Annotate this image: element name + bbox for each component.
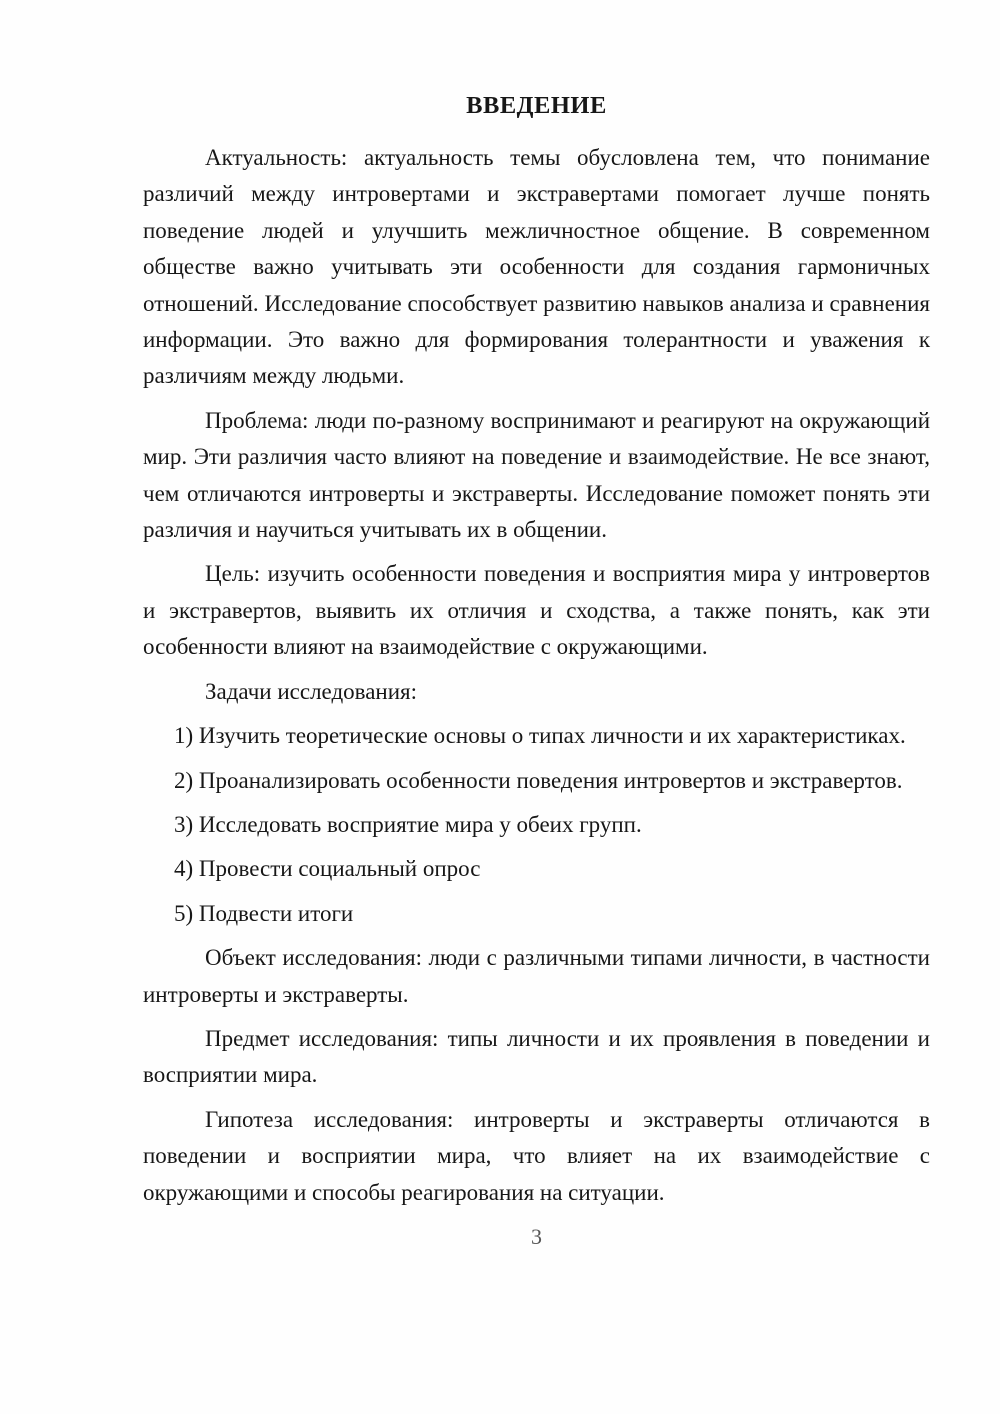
page-title: ВВЕДЕНИЕ bbox=[466, 92, 607, 119]
task-item-5: 5) Подвести итоги bbox=[174, 900, 354, 926]
paragraph-tasks-heading: Задачи исследования: bbox=[205, 678, 418, 704]
task-item-4: 4) Провести социальный опрос bbox=[174, 856, 481, 882]
paragraph-goal: Цель: изучить особенности поведения и восприятия мира у интровертов и экстравертов, выявить их отличия и сходства, а также понять, как эти особенности влияют на взаимодействие с окружающими. bbox=[143, 561, 930, 660]
task-item-3: 3) Исследовать восприятие мира у обеих групп. bbox=[174, 811, 642, 837]
task-item-2: 2) Проанализировать особенности поведения интровертов и экстравертов. bbox=[174, 767, 903, 793]
paragraph-hypothesis: Гипотеза исследования: интроверты и экстраверты отличаются в поведении и восприятии мира, что влияет на их взаимодействие с окружающими и способы реагирования на ситуации. bbox=[143, 1106, 930, 1205]
paragraph-actuality: Актуальность: актуальность темы обусловлена тем, что понимание различий между интровертами и экстравертами помогает лучше понять поведение людей и улучшить межличностное общение. В современном обществе важно учитывать эти особенности для создания гармоничных отношений. Исследование способствует развитию навыков анализа и сравнения информации. Это важно для формирования толерантности и уважения к различиям между людьми. bbox=[143, 145, 930, 389]
paragraph-subject: Предмет исследования: типы личности и их проявления в поведении и восприятии мира. bbox=[143, 1025, 930, 1088]
page-number: 3 bbox=[531, 1223, 542, 1249]
task-item-1: 1) Изучить теоретические основы о типах личности и их характеристиках. bbox=[174, 723, 906, 749]
paragraph-problem: Проблема: люди по-разному воспринимают и реагируют на окружающий мир. Эти различия часто влияют на поведение и взаимодействие. Не все знают, чем отличаются интроверты и экстраверты. Исследование поможет понять эти различия и научиться учитывать их в общении. bbox=[143, 407, 930, 543]
paragraph-object: Объект исследования: люди с различными типами личности, в частности интроверты и экстраверты. bbox=[143, 945, 930, 1007]
